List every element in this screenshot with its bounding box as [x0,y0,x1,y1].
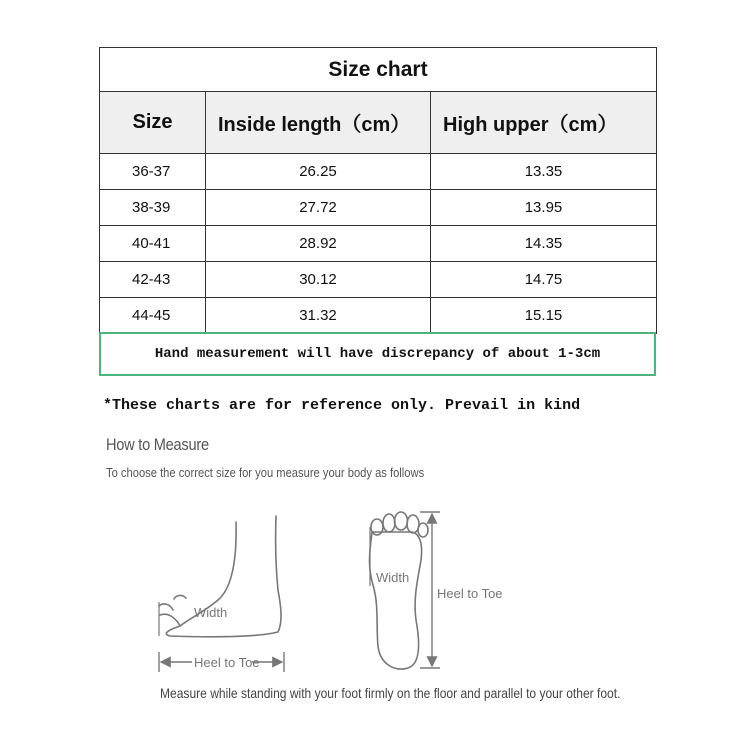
header-high-upper: High upper（cm） [431,92,657,154]
cell-inside-length: 26.25 [206,154,431,190]
header-inside-length: Inside length（cm） [206,92,431,154]
header-size: Size [100,92,206,154]
sole-width-label: Width [376,570,410,585]
cell-high-upper: 15.15 [431,298,657,334]
cell-inside-length: 31.32 [206,298,431,334]
cell-high-upper: 13.35 [431,154,657,190]
cell-size: 42-43 [100,262,206,298]
sole-foot-illustration [370,512,429,669]
how-to-measure-subtitle: To choose the correct size for you measure your body as follows [106,465,425,480]
measurement-note-text: Hand measurement will have discrepancy of about 1-3cm [154,346,601,362]
side-heel-to-toe-label: Heel to Toe [194,655,260,670]
cell-high-upper: 14.35 [431,226,657,262]
cell-size: 38-39 [100,190,206,226]
measure-instruction: Measure while standing with your foot firmly on the floor and parallel to your other foot. [160,685,621,701]
cell-size: 44-45 [100,298,206,334]
how-to-measure-title: How to Measure [106,435,209,454]
sole-heel-to-toe-label: Heel to Toe [437,586,503,601]
cell-size: 40-41 [100,226,206,262]
disclaimer-text: *These charts are for reference only. Prevail in kind [103,397,581,414]
cell-size: 36-37 [100,154,206,190]
side-width-label: Width [194,605,228,620]
cell-inside-length: 28.92 [206,226,431,262]
size-chart-title: Size chart [100,48,657,92]
cell-inside-length: 27.72 [206,190,431,226]
cell-inside-length: 30.12 [206,262,431,298]
cell-high-upper: 13.95 [431,190,657,226]
cell-high-upper: 14.75 [431,262,657,298]
